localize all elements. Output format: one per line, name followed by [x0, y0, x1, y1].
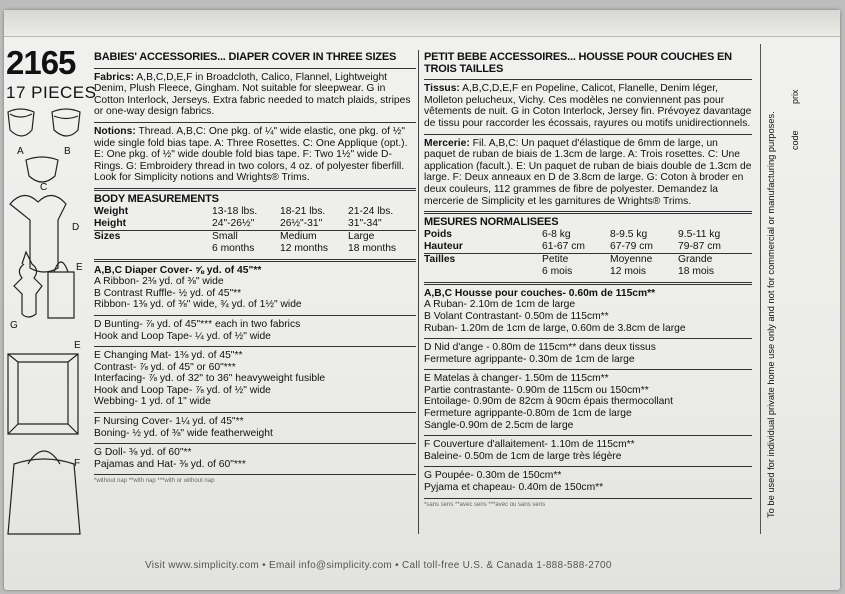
english-fabrics: Fabrics: A,B,C,D,E,F in Broadcloth, Calico, Flannel, Lightweight Denim, Plush Fleece, Gingham. Not suitable for sleepwear. G in Cotton Interlock, Jerseys. Extra fabric needed to match plaids, stripes or one-way design fabrics.: [94, 71, 411, 118]
pieces-count: 17 PIECES: [6, 83, 97, 102]
sketch-label-b: B: [64, 146, 71, 157]
english-title: BABIES' ACCESSORIES... DIAPER COVER IN THREE SIZES: [94, 51, 397, 63]
sketch-label-d: D: [72, 222, 80, 233]
diaper-cover-b-sketch: [52, 109, 80, 136]
doll-g-sketch: [14, 252, 42, 317]
french-yardage-g: G Poupée- 0.30m de 150cm** Pyjama et chapeau- 0.40m de 150cm**: [424, 470, 604, 494]
french-body-measurements: Poids 6-8 kg 8-9.5 kg 9.5-11 kg Hauteur 61-67 cm 67-79 cm 79-87 cm Tailles Petite Moyenne Grande 6 mois 12 mois 18 mois: [424, 229, 752, 278]
sketch-label-c: C: [40, 182, 48, 193]
sketch-label-e-mat: E: [74, 340, 81, 351]
pattern-number: 2165: [6, 44, 76, 81]
french-yardage-a: A,B,C Housse pour couches- 0.60m de 115cm** A Ruban- 2.10m de 1cm de large B Volant Contrastant- 0.50m de 115cm** Ruban- 1.20m de 1cm de large, 0.60m de 3.8cm de large: [424, 287, 686, 334]
french-title: PETIT BEBE ACCESSOIRES... HOUSSE POUR COUCHES EN TROIS TAILLES: [424, 51, 732, 75]
bunting-d-sketch: [10, 195, 66, 272]
french-notions: Mercerie: Fil. A,B,C: Un paquet d'élastique de 6mm de large, un paquet de ruban de biais de 1.3cm de large. A: Trois rosettes. C: Une application (facult.). E: Un paquet de ruban de biais double de 1.3cm de large. F: Deux anneaux en D de 3.8cm de large. G: Coton à broder en deux couleurs, 112 grammes de fibre de polyester. Demandez la mercerie de Simplicity et les garnitures de Wrights® Trims.: [424, 137, 752, 207]
french-yardage-f: F Couverture d'allaitement- 1.10m de 115cm** Baleine- 0.50m de 1cm de large très légère: [424, 439, 635, 462]
sketch-label-e-tote: E: [76, 262, 83, 273]
french-column: [424, 52, 752, 509]
french-body-title: MESURES NORMALISEES: [424, 216, 559, 229]
diaper-cover-a-sketch: [8, 109, 34, 136]
nursing-cover-f-sketch: [8, 451, 80, 534]
french-yardage-e: E Matelas à changer- 1.50m de 115cm** Partie contrastante- 0.90m de 115cm ou 150cm** Entoilage- 0.90m de 82cm à 90cm épais thermocollant Fermeture agrippante-0.80m de 1cm de large Sangle-0.90m de 2.5cm de large: [424, 373, 673, 431]
envelope-flap: [4, 10, 840, 37]
english-yardage-d: D Bunting- ⅞ yd. of 45"*** each in two fabrics Hook and Loop Tape- ¼ yd. of ½" wide: [94, 318, 301, 342]
side-divider: [760, 44, 761, 534]
english-footnote: *without nap **with nap ***with or without nap: [94, 478, 215, 485]
french-yardage-d: D Nid d'ange - 0.80m de 115cm** dans deux tissus Fermeture agrippante- 0.30m de 1cm de large: [424, 342, 656, 365]
english-column: [94, 52, 416, 485]
sketch-label-f: F: [74, 458, 81, 469]
diaper-cover-c-sketch: [26, 157, 58, 182]
changing-mat-e-sketch: [8, 354, 78, 434]
english-body-measurements: Weight 13-18 lbs. 18-21 lbs. 21-24 lbs. Height 24"-26½" 26½"-31" 31"-34" Sizes Small Medium Large 6 months 12 months 18 months: [94, 206, 416, 255]
english-yardage-e: E Changing Mat- 1⅜ yd. of 45"** Contrast- ⅞ yd. of 45" or 60"*** Interfacing- ⅞ yd. of 32" to 36" heavyweight fusible Hook and Loop Tape- ⅞ yd. of ½" wide Webbing- 1 yd. of 1" wide: [94, 350, 326, 408]
column-separator: [418, 50, 419, 534]
french-fabrics: Tissus: A,B,C,D,E,F en Popeline, Calicot, Flanelle, Denim léger, Molleton pelucheux, Vichy. Ces modèles ne conviennent pas pour vêtements de nuit. G in Coton Interlock, Jersey fin. Prévoyez davantage de tissu pour raccorder les écossais, rayures ou motifs unidirectionnels.: [424, 83, 752, 129]
english-notions: Notions: Thread. A,B,C: One pkg. of ¼" wide elastic, one pkg. of ½" wide single fold bias tape. A: Three Rosettes. C: One Applique (opt.). E: One pkg. of ½" wide double fold bias tape. F: Two 1½" wide D-Rings. G: Embroidery thread in two colors, 4 oz. of polyester fiberfill. Look for Simplicity notions and Wrights® Trims.: [94, 125, 408, 184]
sketch-label-g: G: [10, 320, 18, 331]
sketch-label-a: A: [17, 146, 24, 157]
english-yardage-f: F Nursing Cover- 1¼ yd. of 45"** Boning- ½ yd. of ⅜" wide featherweight: [94, 416, 273, 439]
english-yardage-a: A,B,C Diaper Cover- ⅝ yd. of 45"** A Ribbon- 2⅜ yd. of ⅜" wide B Contrast Ruffle- ½ yd. of 45"** Ribbon- 1⅜ yd. of ⅜" wide, ¾ yd. of 1½" wide: [94, 264, 302, 311]
french-footnote: *sans sens **avec sens ***avec ou sans sens: [424, 501, 546, 508]
english-body-title: BODY MEASUREMENTS: [94, 192, 219, 205]
english-yardage-g: G Doll- ⅜ yd. of 60"** Pajamas and Hat- ⅜ yd. of 60"***: [94, 447, 246, 470]
envelope-footer: Visit www.simplicity.com • Email info@simplicity.com • Call toll-free U.S. & Canada 1-888-588-2700: [145, 560, 612, 571]
